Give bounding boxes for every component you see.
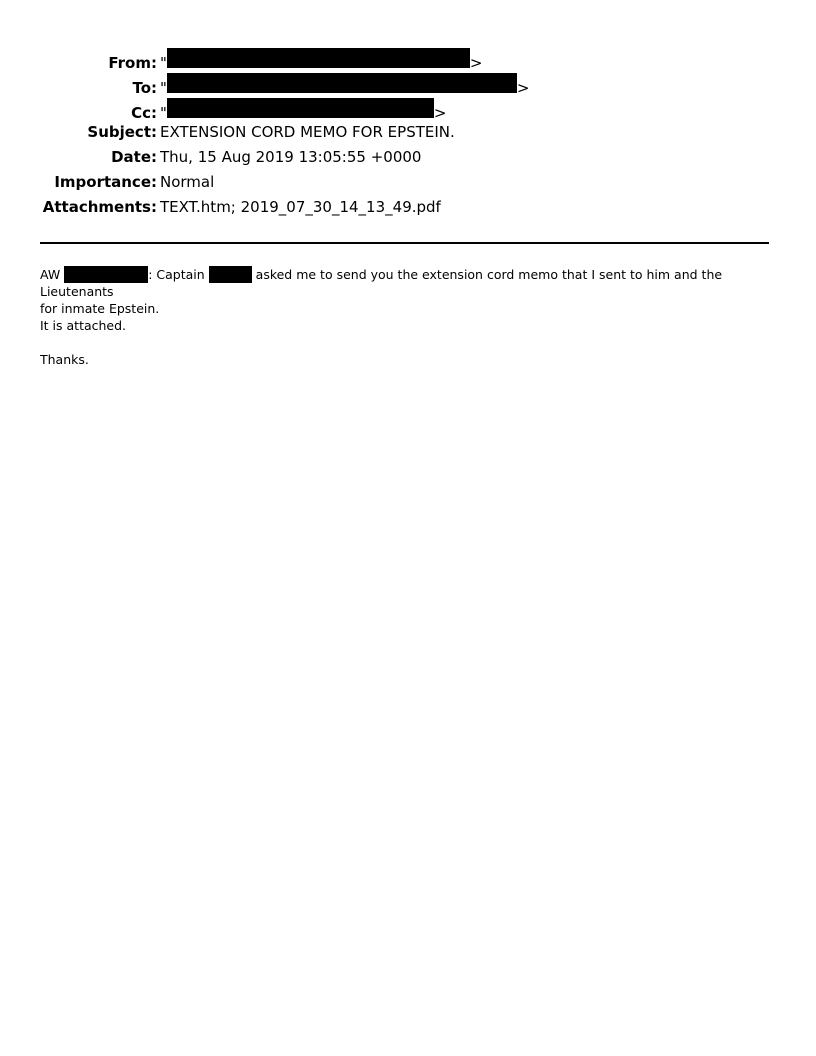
message-closing: Thanks. <box>40 352 89 367</box>
cc-value <box>160 98 446 122</box>
from-redaction <box>167 48 470 68</box>
cc-row <box>40 98 770 123</box>
email-header <box>40 48 770 223</box>
paragraph-gap <box>40 334 770 351</box>
cc-suffix: > <box>433 104 447 122</box>
message-line1-mid: : Captain <box>148 267 205 282</box>
from-suffix: > <box>469 54 483 72</box>
cc-redaction <box>167 98 434 118</box>
importance-row <box>40 173 770 198</box>
message-line1-start: AW <box>40 267 61 282</box>
message-body <box>40 266 770 368</box>
message-line-2: for inmate Epstein. <box>40 301 160 316</box>
cc-prefix: " <box>160 104 167 122</box>
subject-label: Subject: <box>87 123 157 141</box>
attachments-row <box>40 198 770 223</box>
message-line1-end: asked me to send you the extension cord memo that I sent to him and the Lieutenants <box>40 267 723 299</box>
date-value: Thu, 15 Aug 2019 13:05:55 +0000 <box>160 148 422 166</box>
message-line-3: It is attached. <box>40 318 127 333</box>
name-redaction-2 <box>209 266 252 283</box>
name-redaction-1 <box>64 266 148 283</box>
to-value <box>160 73 529 97</box>
attachments-value: TEXT.htm; 2019_07_30_14_13_49.pdf <box>160 198 441 216</box>
subject-value: EXTENSION CORD MEMO FOR EPSTEIN. <box>160 123 455 141</box>
message-line-1 <box>40 266 770 300</box>
to-prefix: " <box>160 79 167 97</box>
from-value <box>160 48 482 72</box>
from-row <box>40 48 770 73</box>
from-label: From: <box>108 54 157 72</box>
attachments-label: Attachments: <box>42 198 157 216</box>
date-row <box>40 148 770 173</box>
header-divider <box>40 242 769 244</box>
importance-label: Importance: <box>54 173 157 191</box>
to-label: To: <box>132 79 157 97</box>
to-suffix: > <box>516 79 530 97</box>
importance-value: Normal <box>160 173 215 191</box>
date-label: Date: <box>111 148 157 166</box>
subject-row <box>40 123 770 148</box>
to-redaction <box>167 73 517 93</box>
to-row <box>40 73 770 98</box>
from-prefix: " <box>160 54 167 72</box>
cc-label: Cc: <box>131 104 157 122</box>
